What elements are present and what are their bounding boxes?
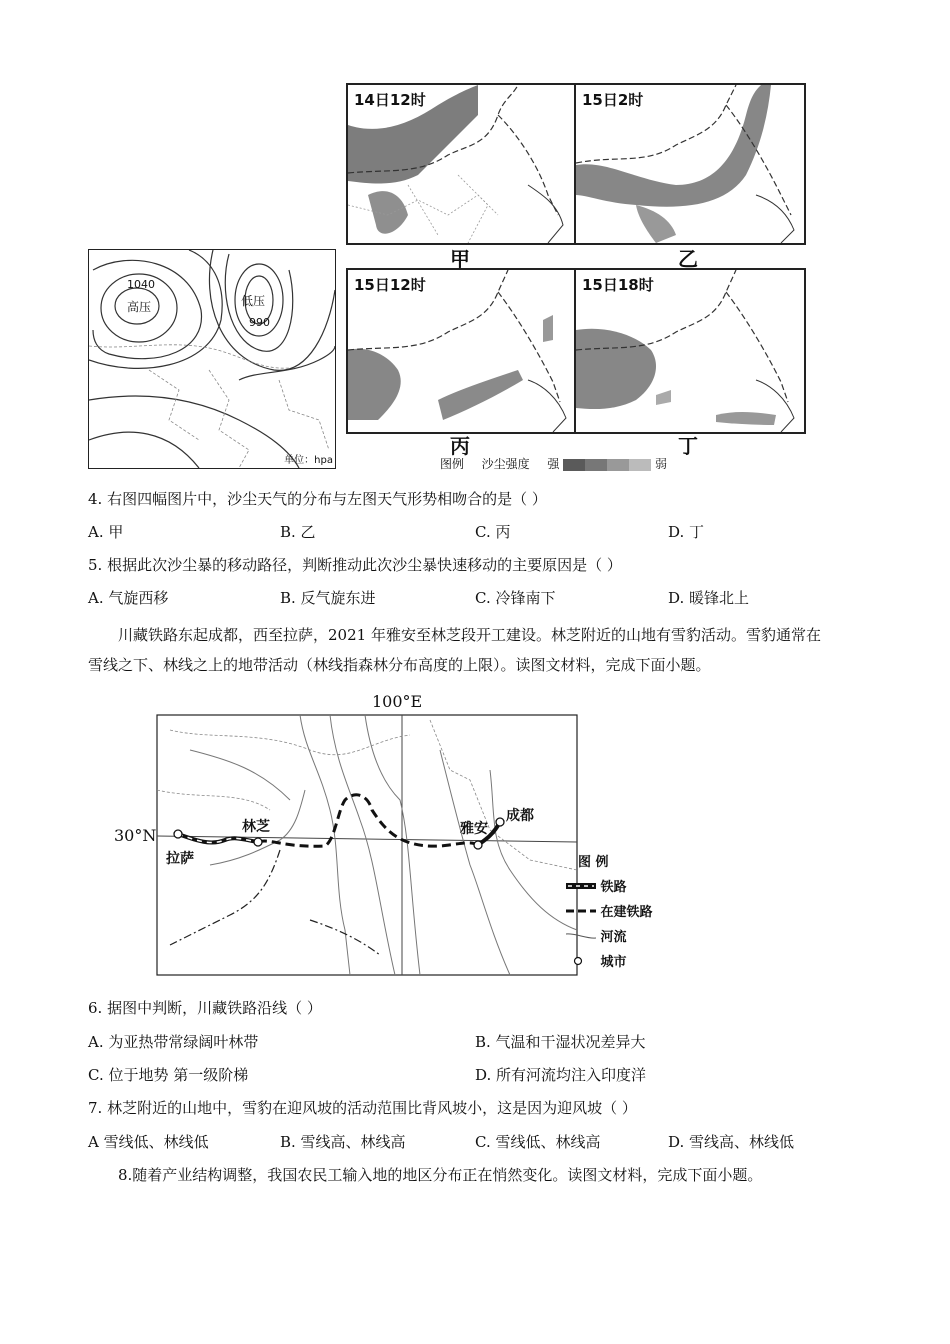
city-label-yaan: 雅安 [460, 821, 488, 837]
q7-option-d: D. 雪线高、林线低 [668, 1133, 795, 1151]
river-symbol [566, 931, 596, 941]
q7-option-a: A 雪线低、林线低 [88, 1133, 209, 1151]
low-pressure-value: 990 [249, 316, 270, 329]
legend-row-under-construction [566, 900, 676, 925]
panel-caption-ding: 丁 [678, 434, 698, 458]
panel-time-bing: 15日12时 [354, 276, 426, 294]
legend-city-label: 城市 [600, 955, 627, 970]
q6-option-c: C. 位于地势 第一级阶梯 [88, 1066, 249, 1084]
question-4-stem: 4. 右图四幅图片中，沙尘天气的分布与左图天气形势相吻合的是（ ） [88, 490, 547, 508]
railway-legend-title: 图 例 [578, 855, 609, 870]
low-pressure-label: 低压 [241, 294, 266, 308]
q4-option-a: A. 甲 [88, 523, 124, 541]
panel-caption-bing: 丙 [450, 434, 470, 458]
q6-option-b: B. 气温和干湿状况差异大 [475, 1033, 646, 1051]
q4-option-b: B. 乙 [280, 523, 316, 541]
panel-caption-jia: 甲 [450, 247, 470, 271]
weather-map [88, 249, 336, 469]
panel-caption-yi: 乙 [678, 247, 698, 271]
city-symbol [566, 956, 596, 966]
longitude-label: 100°E [372, 692, 423, 711]
dust-panel-jia [346, 83, 576, 245]
city-label-lhasa: 拉萨 [166, 851, 194, 867]
legend-row-river [566, 925, 676, 950]
dust-legend-item: 沙尘强度 [481, 457, 530, 471]
q5-option-a: A. 气旋西移 [88, 589, 169, 607]
legend-under-construction-label: 在建铁路 [600, 905, 653, 920]
isobar-map [89, 250, 335, 468]
legend-railway-label: 铁路 [600, 880, 627, 895]
q5-option-d: D. 暖锋北上 [668, 589, 750, 607]
dust-swatch-4 [629, 459, 651, 471]
question-6-stem: 6. 据图中判断，川藏铁路沿线（ ） [88, 999, 322, 1017]
dust-panel-ding [574, 268, 806, 434]
question-7-stem: 7. 林芝附近的山地中，雪豹在迎风坡的活动范围比背风坡小，这是因为迎风坡（ ） [88, 1099, 637, 1117]
question-8-intro: 8.随着产业结构调整，我国农民工输入地的地区分布正在悄然变化。读图文材料，完成下面小题。 [118, 1166, 763, 1184]
dust-legend [440, 455, 667, 472]
q5-option-b: B. 反气旋东进 [280, 589, 376, 607]
railway-symbol [566, 881, 596, 891]
q7-option-c: C. 雪线低、林线高 [475, 1133, 601, 1151]
legend-row-railway [566, 875, 676, 900]
q5-option-c: C. 冷锋南下 [475, 589, 556, 607]
panel-time-yi: 15日2时 [582, 91, 644, 109]
q4-option-d: D. 丁 [668, 523, 705, 541]
panel-time-jia: 14日12时 [354, 91, 426, 109]
dust-swatch-3 [607, 459, 629, 471]
under-construction-symbol [566, 906, 596, 916]
legend-row-city [566, 950, 676, 975]
q4-option-c: C. 丙 [475, 523, 511, 541]
high-pressure-label: 高压 [127, 300, 152, 314]
dust-panel-bing [346, 268, 576, 434]
latitude-label: 30°N [114, 826, 157, 845]
city-label-chengdu: 成都 [506, 808, 534, 824]
dust-legend-title: 图例 [440, 457, 465, 471]
q6-option-d: D. 所有河流均注入印度洋 [475, 1066, 647, 1084]
q7-option-b: B. 雪线高、林线高 [280, 1133, 406, 1151]
dust-panel-yi [574, 83, 806, 245]
unit-label: 单位：hpa [284, 455, 333, 466]
dust-swatch-2 [585, 459, 607, 471]
question-5-stem: 5. 根据此次沙尘暴的移动路径，判断推动此次沙尘暴快速移动的主要原因是（ ） [88, 556, 622, 574]
legend-river-label: 河流 [600, 930, 627, 945]
dust-legend-weak: 弱 [655, 457, 668, 471]
panel-time-ding: 15日18时 [582, 276, 654, 294]
city-label-nyingchi: 林芝 [242, 819, 270, 835]
high-pressure-value: 1040 [127, 278, 155, 291]
passage-sichuan-tibet-railway: 川藏铁路东起成都，西至拉萨，2021 年雅安至林芝段开工建设。林芝附近的山地有雪豹活动。雪豹通常在雪线之下、林线之上的地带活动（林线指森林分布高度的上限）。读图文材料，完成下面小题。 [88, 626, 821, 674]
q6-option-a: A. 为亚热带常绿阔叶林带 [88, 1033, 259, 1051]
dust-legend-strong: 强 [547, 457, 560, 471]
dust-swatch-1 [563, 459, 585, 471]
railway-legend [566, 850, 676, 975]
